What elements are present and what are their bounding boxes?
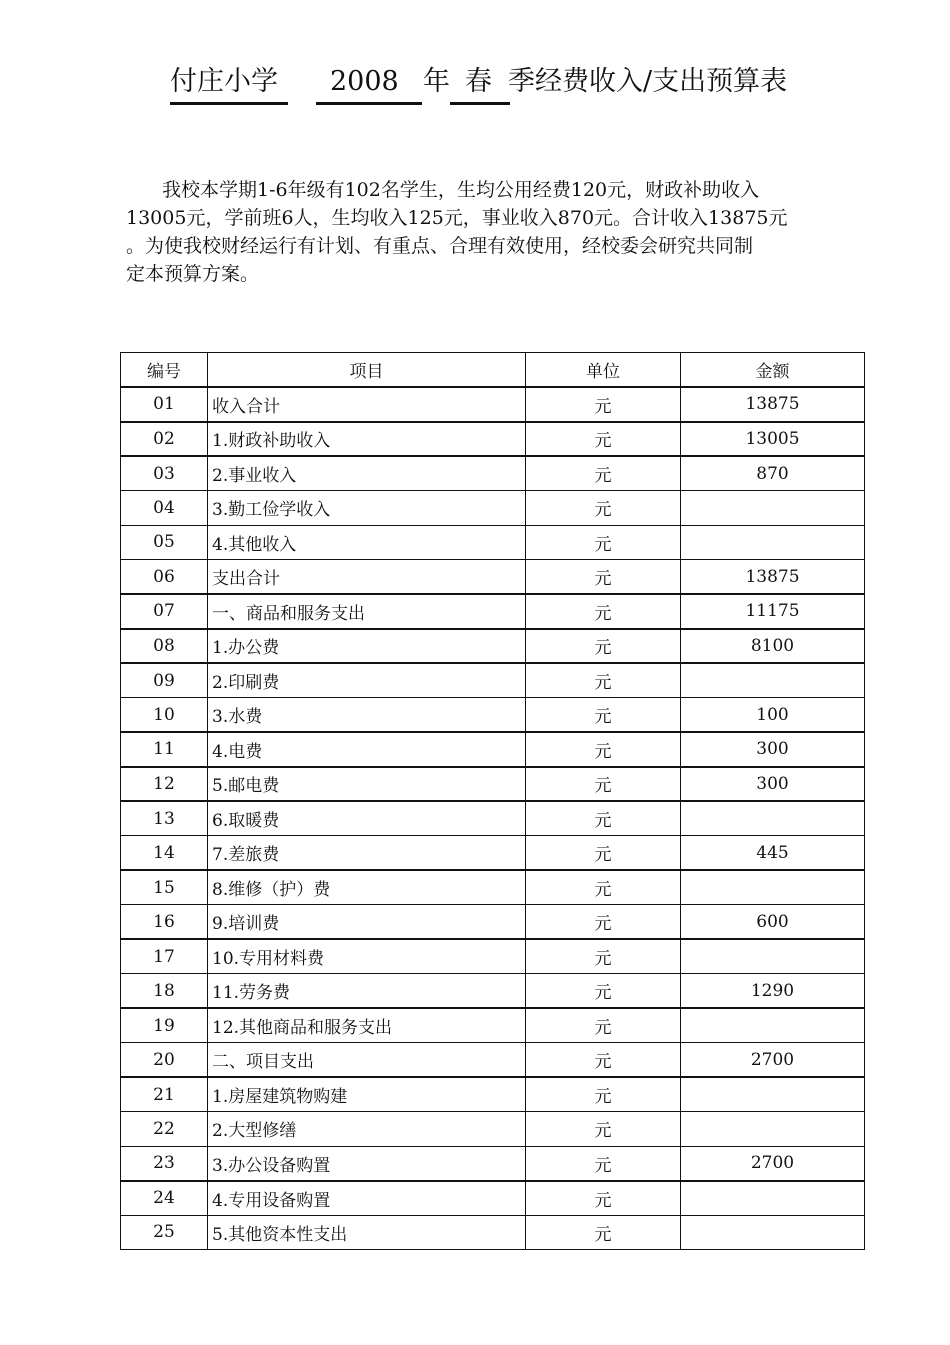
row-number: 17 (121, 939, 208, 974)
title-underline-school (170, 102, 288, 105)
intro-line: 。为使我校财经运行有计划、有重点、合理有效使用，经校委会研究共同制 (126, 235, 754, 257)
table-row (121, 732, 865, 767)
row-item: 2.事业收入 (208, 456, 526, 491)
table-row (121, 1146, 865, 1181)
budget-table-body (121, 387, 865, 1250)
row-item: 一、商品和服务支出 (208, 594, 526, 629)
row-item: 4.其他收入 (208, 525, 526, 560)
table-row (121, 629, 865, 664)
row-unit: 元 (526, 1181, 681, 1216)
page-title (168, 62, 868, 106)
header-number: 编号 (121, 353, 208, 388)
table-row (121, 1112, 865, 1147)
row-amount (681, 525, 865, 560)
row-number: 09 (121, 663, 208, 698)
row-number: 21 (121, 1077, 208, 1112)
table-row (121, 1077, 865, 1112)
row-item: 二、项目支出 (208, 1043, 526, 1078)
table-row (121, 1008, 865, 1043)
table-row (121, 525, 865, 560)
row-amount (681, 1112, 865, 1147)
table-row (121, 456, 865, 491)
row-amount: 300 (681, 732, 865, 767)
table-row (121, 663, 865, 698)
header-amount: 金额 (681, 353, 865, 388)
row-amount: 8100 (681, 629, 865, 664)
row-unit: 元 (526, 939, 681, 974)
row-unit: 元 (526, 1112, 681, 1147)
row-number: 25 (121, 1215, 208, 1250)
row-amount: 2700 (681, 1146, 865, 1181)
row-amount: 2700 (681, 1043, 865, 1078)
row-item: 3.水费 (208, 698, 526, 733)
title-season: 春 (465, 66, 492, 97)
row-unit: 元 (526, 422, 681, 457)
row-item: 5.其他资本性支出 (208, 1215, 526, 1250)
title-year-char: 年 (423, 66, 450, 97)
row-item: 2.印刷费 (208, 663, 526, 698)
row-item: 2.大型修缮 (208, 1112, 526, 1147)
table-row (121, 422, 865, 457)
table-row (121, 560, 865, 595)
row-number: 06 (121, 560, 208, 595)
row-unit: 元 (526, 870, 681, 905)
row-number: 08 (121, 629, 208, 664)
row-number: 13 (121, 801, 208, 836)
row-amount (681, 1215, 865, 1250)
row-amount (681, 663, 865, 698)
row-unit: 元 (526, 905, 681, 940)
table-row (121, 387, 865, 422)
row-unit: 元 (526, 974, 681, 1009)
intro-line: 13005元，学前班6人，生均收入125元，事业收入870元。合计收入13875元 (126, 207, 788, 229)
row-number: 15 (121, 870, 208, 905)
row-item: 8.维修（护）费 (208, 870, 526, 905)
row-number: 10 (121, 698, 208, 733)
table-row (121, 905, 865, 940)
row-item: 3.勤工俭学收入 (208, 491, 526, 526)
row-number: 20 (121, 1043, 208, 1078)
title-suffix: 季经费收入/支出预算表 (508, 66, 788, 97)
row-unit: 元 (526, 801, 681, 836)
row-item: 收入合计 (208, 387, 526, 422)
row-amount: 13005 (681, 422, 865, 457)
title-underline-year (316, 102, 422, 105)
row-number: 05 (121, 525, 208, 560)
row-unit: 元 (526, 629, 681, 664)
row-number: 23 (121, 1146, 208, 1181)
intro-line: 我校本学期1-6年级有102名学生，生均公用经费120元，财政补助收入 (162, 179, 760, 201)
row-item: 4.电费 (208, 732, 526, 767)
table-row (121, 491, 865, 526)
row-unit: 元 (526, 456, 681, 491)
title-underline-season (450, 102, 510, 105)
row-item: 1.房屋建筑物购建 (208, 1077, 526, 1112)
row-amount: 445 (681, 836, 865, 871)
row-item: 6.取暖费 (208, 801, 526, 836)
row-item: 支出合计 (208, 560, 526, 595)
row-amount (681, 1008, 865, 1043)
row-unit: 元 (526, 663, 681, 698)
row-amount: 870 (681, 456, 865, 491)
row-item: 5.邮电费 (208, 767, 526, 802)
row-unit: 元 (526, 767, 681, 802)
row-amount: 300 (681, 767, 865, 802)
row-unit: 元 (526, 560, 681, 595)
row-number: 24 (121, 1181, 208, 1216)
row-unit: 元 (526, 525, 681, 560)
budget-table (120, 352, 865, 1250)
row-amount (681, 870, 865, 905)
table-row (121, 698, 865, 733)
row-unit: 元 (526, 387, 681, 422)
row-amount: 600 (681, 905, 865, 940)
row-amount: 1290 (681, 974, 865, 1009)
row-amount: 13875 (681, 387, 865, 422)
row-number: 04 (121, 491, 208, 526)
row-number: 02 (121, 422, 208, 457)
row-item: 10.专用材料费 (208, 939, 526, 974)
row-number: 16 (121, 905, 208, 940)
row-number: 18 (121, 974, 208, 1009)
table-row (121, 939, 865, 974)
row-unit: 元 (526, 732, 681, 767)
table-row (121, 1181, 865, 1216)
title-school-name: 付庄小学 (170, 66, 278, 97)
row-unit: 元 (526, 1215, 681, 1250)
row-unit: 元 (526, 491, 681, 526)
row-number: 22 (121, 1112, 208, 1147)
row-item: 9.培训费 (208, 905, 526, 940)
table-row (121, 1043, 865, 1078)
row-amount (681, 491, 865, 526)
table-row (121, 767, 865, 802)
row-number: 12 (121, 767, 208, 802)
row-item: 7.差旅费 (208, 836, 526, 871)
row-item: 12.其他商品和服务支出 (208, 1008, 526, 1043)
row-unit: 元 (526, 1077, 681, 1112)
intro-paragraph (126, 176, 871, 288)
intro-line: 定本预算方案。 (126, 263, 260, 285)
row-number: 19 (121, 1008, 208, 1043)
row-item: 11.劳务费 (208, 974, 526, 1009)
row-number: 03 (121, 456, 208, 491)
header-item: 项目 (208, 353, 526, 388)
row-unit: 元 (526, 1043, 681, 1078)
row-number: 11 (121, 732, 208, 767)
row-unit: 元 (526, 698, 681, 733)
row-amount (681, 1181, 865, 1216)
table-header-row (121, 353, 865, 388)
row-number: 01 (121, 387, 208, 422)
row-item: 1.办公费 (208, 629, 526, 664)
table-row (121, 836, 865, 871)
row-unit: 元 (526, 1008, 681, 1043)
row-amount (681, 1077, 865, 1112)
row-item: 1.财政补助收入 (208, 422, 526, 457)
row-item: 3.办公设备购置 (208, 1146, 526, 1181)
header-unit: 单位 (526, 353, 681, 388)
row-amount: 13875 (681, 560, 865, 595)
row-amount: 100 (681, 698, 865, 733)
row-unit: 元 (526, 1146, 681, 1181)
row-amount (681, 939, 865, 974)
table-row (121, 870, 865, 905)
row-unit: 元 (526, 594, 681, 629)
table-row (121, 974, 865, 1009)
row-unit: 元 (526, 836, 681, 871)
row-amount: 11175 (681, 594, 865, 629)
table-row (121, 801, 865, 836)
row-item: 4.专用设备购置 (208, 1181, 526, 1216)
row-number: 07 (121, 594, 208, 629)
row-amount (681, 801, 865, 836)
row-number: 14 (121, 836, 208, 871)
table-row (121, 594, 865, 629)
table-row (121, 1215, 865, 1250)
title-year: 2008 (330, 66, 399, 97)
